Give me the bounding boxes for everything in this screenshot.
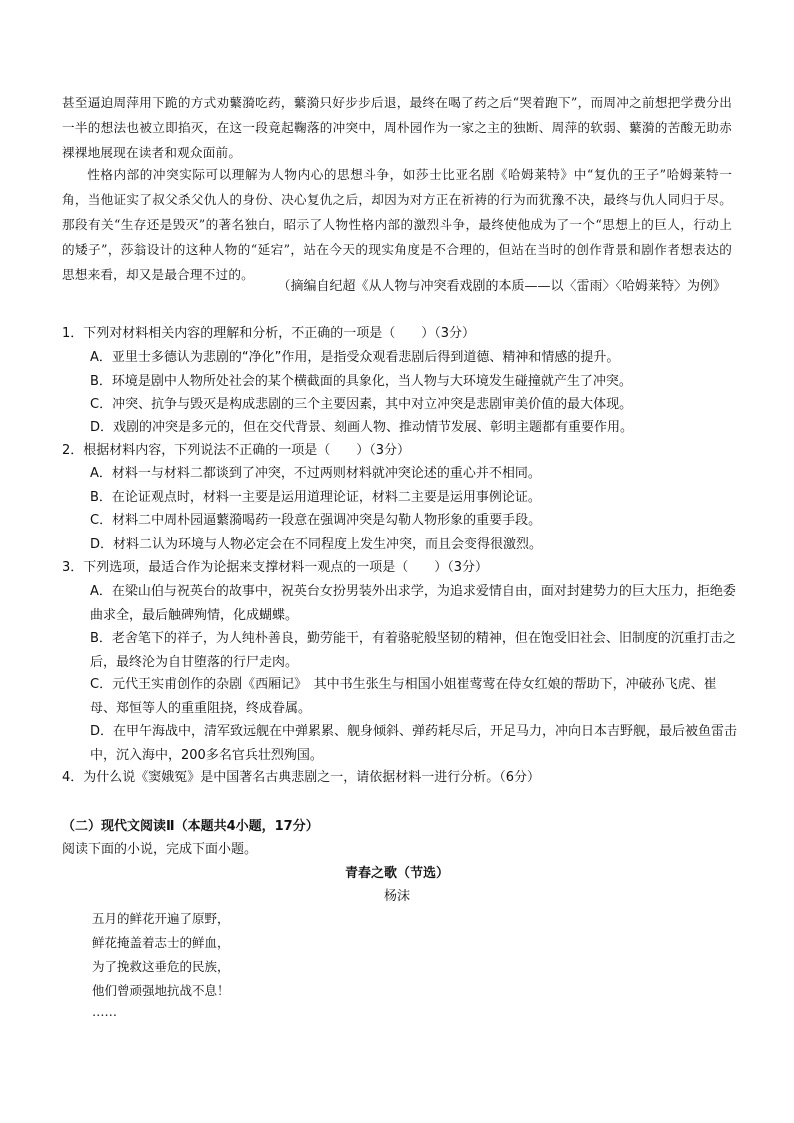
section-instruction: 阅读下面的小说，完成下面小题。 <box>62 842 258 857</box>
question-2-option-b: B．在论证观点时，材料一主要是运用道理论证，材料二主要是运用事例论证。 <box>90 490 541 505</box>
question-1-option-c: C．冲突、抗争与毁灭是构成悲剧的三个主要因素，其中对立冲突是悲剧审美价值的最大体现。 <box>90 397 633 412</box>
section-heading: （二）现代文阅读Ⅱ（本题共4小题，17分） <box>62 819 319 834</box>
poem-line-2: 鲜花掩盖着志士的鲜血， <box>92 935 230 950</box>
material-source: （摘编自纪超《从人物与冲突看戏剧的本质——以〈雷雨〉〈哈姆莱特〉为例》 <box>277 279 726 294</box>
question-2-option-a: A．材料一与材料二都谈到了冲突，不过两则材料就冲突论述的重心并不相同。 <box>90 466 541 481</box>
question-4-stem: 4．为什么说《窦娥冤》是中国著名古典悲剧之一，请依据材料一进行分析。（6分） <box>62 770 541 785</box>
question-3-option-a: A．在梁山伯与祝英台的故事中，祝英台女扮男装外出求学，为追求爱情自由，面对封建势力的巨大压力，拒绝委曲求全，最后触碑殉情，化成蝴蝶。 <box>90 584 736 623</box>
question-1-option-a: A．亚里士多德认为悲剧的“净化”作用，是指受众观看悲剧后得到道德、精神和情感的提升。 <box>90 350 620 365</box>
question-3-stem: 3．下列选项，最适合作为论据来支撑材料一观点的一项是（ ）（3分） <box>62 560 489 575</box>
poem-line-1: 五月的鲜花开遍了原野， <box>92 911 230 926</box>
material-paragraph-2: 性格内部的冲突实际可以理解为人物内心的思想斗争，如莎士比亚名剧《哈姆莱特》中“复仇的王子”哈姆莱特一角，当他证实了叔父杀父仇人的身份、决心复仇之后，却因为对方正在祈祷的行为而犹豫不决，最终与仇人同归于尽。那段有关“生存还是毁灭”的著名独白，昭示了人物性格内部的激烈斗争，最终使他成为了一个“思想上的巨人，行动上的矮子”，莎翁设计的这种人物的“延宕”，站在今天的现实角度是不合理的，但站在当时的创作背景和剧作者想表达的思想来看，却又是最合理不过的。 <box>62 167 732 282</box>
question-1-stem: 1．下列对材料相关内容的理解和分析，不正确的一项是（ ）（3分） <box>62 326 476 341</box>
question-3-option-d: D．在甲午海战中，清军致远舰在中弹累累、舰身倾斜、弹药耗尽后，开足马力，冲向日本吉野舰，最后被鱼雷击中，沉入海中，200多名官兵壮烈殉国。 <box>90 724 738 763</box>
question-3-option-b: B．老舍笔下的祥子，为人纯朴善良，勤劳能干，有着骆驼般坚韧的精神，但在饱受旧社会、旧制度的沉重打击之后，最终沦为自甘堕落的行尸走肉。 <box>90 631 736 670</box>
poem-ellipsis: …… <box>92 1004 117 1019</box>
question-1-option-d: D．戏剧的冲突是多元的，但在交代背景、刻画人物、推动情节发展、彰明主题都有重要作用。 <box>90 420 634 435</box>
question-1-option-b: B．环境是剧中人物所处社会的某个横截面的具象化，当人物与大环境发生碰撞就产生了冲突。 <box>90 374 632 389</box>
question-2-stem: 2．根据材料内容，下列说法不正确的一项是（ ）（3分） <box>62 443 411 458</box>
question-2-option-c: C．材料二中周朴园逼蘩漪喝药一段意在强调冲突是勾勒人物形象的重要手段。 <box>90 513 542 528</box>
story-author: 杨沫 <box>383 889 410 904</box>
story-title: 青春之歌（节选） <box>344 866 449 881</box>
poem-line-4: 他们曾顽强地抗战不息！ <box>92 983 230 998</box>
question-3-option-c: C．元代王实甫创作的杂剧《西厢记》 其中书生张生与相国小姐崔莺莺在侍女红娘的帮助下，冲破孙飞虎、崔母、郑恒等人的重重阻挠，终成眷属。 <box>90 677 717 716</box>
material-paragraph-1: 甚至逼迫周萍用下跪的方式劝蘩漪吃药，蘩漪只好步步后退，最终在喝了药之后“哭着跑下”，而周冲之前想把学费分出一半的想法也被立即掐灭，在这一段竟起鞠落的冲突中，周朴园作为一家之主的独断、周萍的软弱、蘩漪的苦酸无助赤裸裸地展现在读者和观众面前。 <box>62 95 732 160</box>
poem-line-3: 为了挽救这垂危的民族， <box>92 959 230 974</box>
question-2-option-d: D．材料二认为环境与人物必定会在不同程度上发生冲突，而且会变得很激烈。 <box>90 537 543 552</box>
